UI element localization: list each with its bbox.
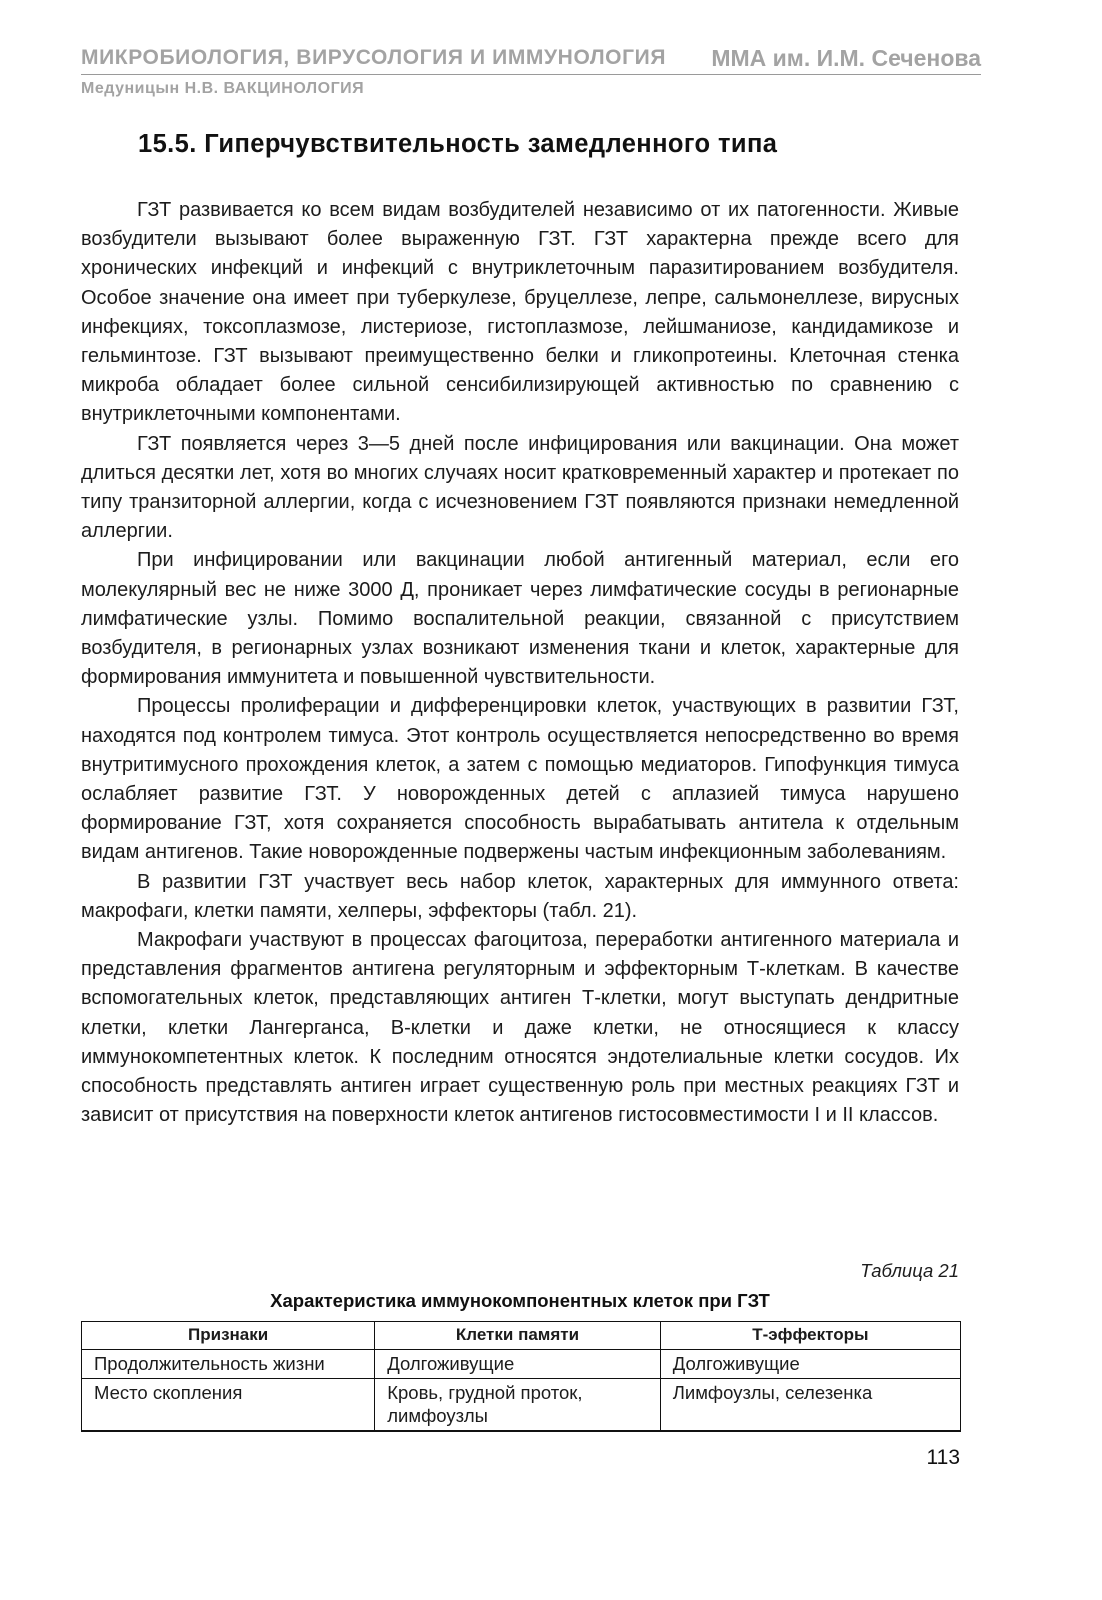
table-cell: Продолжительность жизни <box>82 1350 375 1379</box>
column-header: Т-эффекторы <box>660 1322 960 1350</box>
paragraph: Макрофаги участвуют в процессах фагоцитоза, переработки антигенного материала и представления фрагментов антигена регуляторным и эффекторным Т-клеткам. В качестве вспомогательных клеток, представляющих антиген Т-клетки, могут выступать дендритные клетки, клетки Лангерганса, В-клетки и даже клетки, не относящиеся к классу иммунокомпетентных клеток. К последним относятся эндотелиальные клетки сосудов. Их способность представлять антиген играет существенную роль при местных реакциях ГЗТ и зависит от присутствия на поверхности клеток антигенов гистосовместимости I и II классов. <box>81 929 959 1127</box>
paragraph: ГЗТ появляется через 3—5 дней после инфицирования или вакцинации. Она может длиться десятки лет, хотя во многих случаях носит кратковременный характер и протекает по типу транзиторной аллергии, когда с исчезновением ГЗТ появляются признаки немедленной аллергии. <box>81 432 959 543</box>
table-cell: Долгоживущие <box>375 1350 661 1379</box>
header-author-book: Медуницын Н.В. ВАКЦИНОЛОГИЯ <box>81 80 365 97</box>
section-title: 15.5. Гиперчувствительность замедленного типа <box>138 130 778 158</box>
table-cell: Лимфоузлы, селезенка <box>660 1379 960 1432</box>
column-header: Признаки <box>82 1322 375 1350</box>
cell-characteristics-table <box>81 1321 961 1432</box>
paragraph: В развитии ГЗТ участвует весь набор клеток, характерных для иммунного ответа: макрофаги, клетки памяти, хелперы, эффекторы (табл. 21). <box>81 870 959 922</box>
paragraph: ГЗТ развивается ко всем видам возбудителей независимо от их патогенности. Живые возбудители вызывают более выраженную ГЗТ. ГЗТ характерна прежде всего для хронических инфекций и инфекций с внутриклеточным паразитированием возбудителя. Особое значение она имеет при туберкулезе, бруцеллезе, лепре, сальмонеллезе, вирусных инфекциях, токсоплазмозе, листериозе, гистоплазмозе, лейшманиозе, кандидамикозе и гельминтозе. ГЗТ вызывают преимущественно белки и гликопротеины. Клеточная стенка микроба обладает более сильной сенсибилизирующей активностью по сравнению с внутриклеточными компонентами. <box>81 199 959 426</box>
table-label: Таблица 21 <box>860 1260 959 1281</box>
table-row <box>82 1350 961 1379</box>
header-subject: МИКРОБИОЛОГИЯ, ВИРУСОЛОГИЯ И ИММУНОЛОГИЯ <box>81 46 667 69</box>
column-header: Клетки памяти <box>375 1322 661 1350</box>
table-cell: Кровь, грудной проток, лимфоузлы <box>375 1379 661 1432</box>
table-header-row <box>82 1322 961 1350</box>
table-cell: Долгоживущие <box>660 1350 960 1379</box>
page-number: 113 <box>926 1446 960 1469</box>
running-header <box>81 44 981 75</box>
header-institution: ММА им. И.М. Сеченова <box>711 45 981 71</box>
table-row <box>82 1379 961 1432</box>
paragraph: При инфицировании или вакцинации любой антигенный материал, если его молекулярный вес не ниже 3000 Д, проникает через лимфатические сосуды в регионарные лимфатические узлы. Помимо воспалительной реакции, связанной с присутствием возбудителя, в регионарных узлах возникают изменения ткани и клеток, характерные для формирования иммунитета и повышенной чувствительности. <box>81 549 959 689</box>
paragraph: Процессы пролиферации и дифференцировки клеток, участвующих в развитии ГЗТ, находятся под контролем тимуса. Этот контроль осуществляется непосредственно во время внутритимусного прохождения клеток, а затем с помощью медиаторов. Гипофункция тимуса ослабляет развитие ГЗТ. У новорожденных детей с аплазией тимуса нарушено формирование ГЗТ, хотя сохраняется способность вырабатывать антитела к отдельным видам антигенов. Такие новорожденные подвержены частым инфекционным заболеваниям. <box>81 695 959 864</box>
table-caption: Характеристика иммунокомпонентных клеток при ГЗТ <box>270 1290 770 1311</box>
table-cell: Место скопления <box>82 1379 375 1432</box>
body-text <box>81 196 959 1131</box>
